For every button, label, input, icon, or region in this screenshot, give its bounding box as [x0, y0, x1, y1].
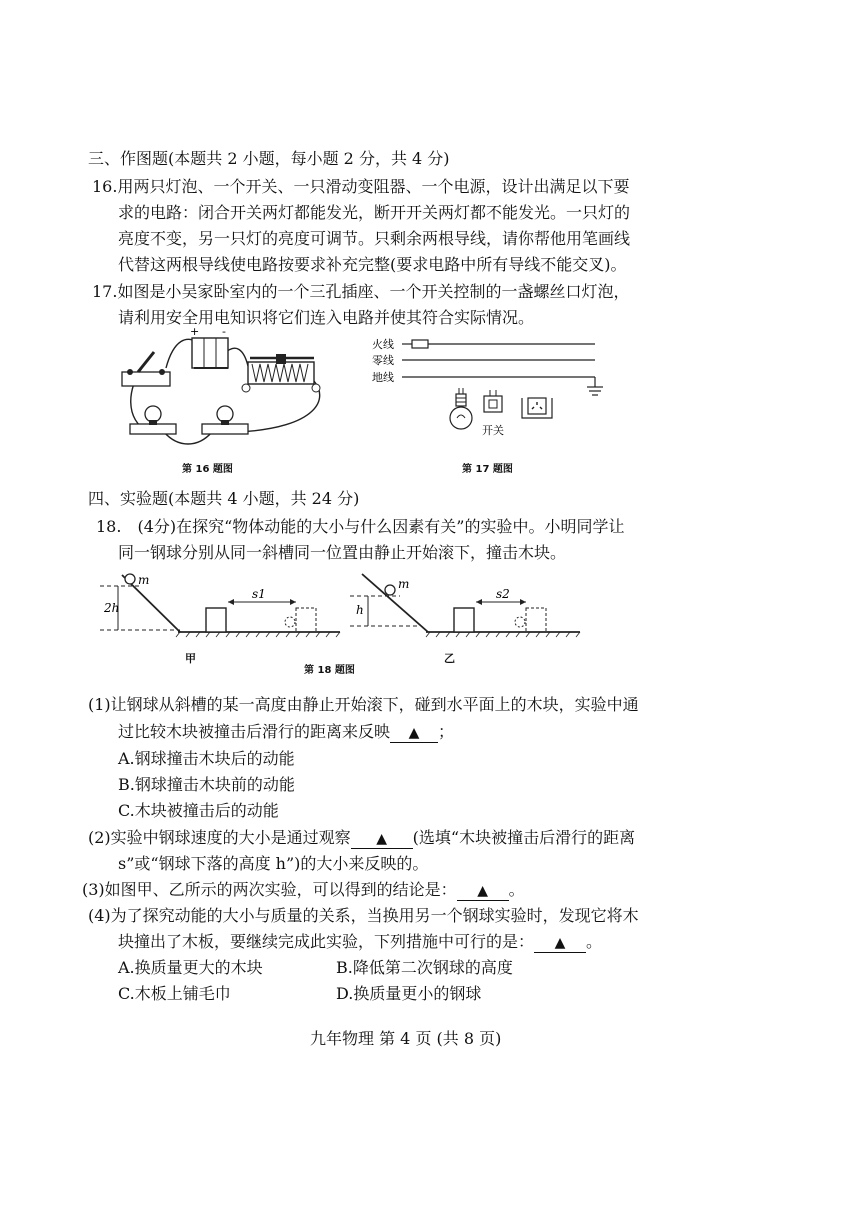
switch-label: 开关 [482, 424, 504, 437]
q16-line-2: 求的电路：闭合开关两灯都能发光，断开开关两灯都不能发光。一只灯的 [118, 203, 631, 222]
lamp-1-component [130, 406, 176, 434]
figure-18-caption: 第 18 题图 [304, 665, 355, 676]
p4-option-a: A.换质量更大的木块 [118, 958, 263, 977]
page-footer: 九年物理 第 4 页 (共 8 页) [310, 1029, 502, 1048]
q18-line-2: 同一钢球分别从同一斜槽同一位置由静止开始滚下，撞击木块。 [118, 543, 567, 562]
battery-component [190, 325, 228, 368]
p4-option-b: B.降低第二次钢球的高度 [336, 958, 513, 977]
blank-answer-2[interactable]: ▲ [351, 830, 413, 849]
figure-17-wiring [370, 336, 620, 446]
wall-switch-icon [484, 390, 502, 412]
p1-option-c: C.木块被撞击后的动能 [118, 801, 279, 820]
battery-plus: + [190, 325, 200, 338]
distance-label-left: s1 [252, 587, 266, 601]
section3-title: 三、作图题(本题共 2 小题，每小题 2 分，共 4 分) [88, 149, 450, 168]
q16-line-4: 代替这两根导线使电路按要求补充完整(要求电路中所有导线不能交叉)。 [118, 255, 627, 274]
p3-line: (3)如图甲、乙所示的两次实验，可以得到的结论是： ▲ 。 [82, 880, 525, 899]
figure-16-caption: 第 16 题图 [182, 464, 233, 475]
distance-label-right: s2 [496, 587, 510, 601]
p1-option-a: A.钢球撞击木块后的动能 [118, 749, 295, 768]
switch-component [122, 352, 170, 386]
q16-line-3: 亮度不变，另一只灯的亮度可调节。只剩余两根导线，请你帮他用笔画线 [118, 229, 631, 248]
ground-wire-label: 地线 [372, 371, 394, 384]
block-icon [206, 608, 226, 632]
p1-line-2: 过比较木块被撞击后滑行的距离来反映 ▲ ； [118, 722, 455, 741]
blank-answer-3[interactable]: ▲ [457, 882, 509, 901]
p1-option-b: B.钢球撞击木块前的动能 [118, 775, 295, 794]
p2-line-1: (2)实验中钢球速度的大小是通过观察 ▲ (选填“木块被撞击后滑行的距离 [88, 828, 636, 847]
mass-label-right: m [398, 577, 410, 591]
ball-icon [125, 574, 135, 584]
mass-label-left: m [138, 573, 150, 587]
q16-line-1: 16.用两只灯泡、一个开关、一只滑动变阻器、一个电源，设计出满足以下要 [92, 177, 630, 196]
p4-option-c: C.木板上铺毛巾 [118, 984, 231, 1003]
rheostat-component [242, 354, 320, 392]
battery-minus: - [222, 325, 226, 338]
fuse-icon [412, 340, 428, 348]
three-hole-socket-icon [522, 398, 552, 418]
p4-option-d: D.换质量更小的钢球 [336, 984, 482, 1003]
figure-18-label-yi: 乙 [444, 652, 455, 665]
lamp-2-component [202, 406, 248, 434]
q17-line-1: 17.如图是小吴家卧室内的一个三孔插座、一个开关控制的一盏螺丝口灯泡， [92, 282, 630, 301]
ramp-left [100, 573, 340, 637]
figure-16-circuit [108, 325, 338, 446]
section4-title: 四、实验题(本题共 4 小题，共 24 分) [88, 489, 360, 508]
figure-17-caption: 第 17 题图 [462, 464, 513, 475]
blank-answer-4[interactable]: ▲ [534, 934, 586, 953]
q18-line-1: 18. (4分)在探究“物体动能的大小与什么因素有关”的实验中。小明同学让 [96, 517, 625, 536]
ramp-right [350, 574, 580, 637]
screw-bulb-icon [450, 388, 472, 429]
neutral-wire-label: 零线 [372, 354, 394, 367]
p1-line-1: (1)让钢球从斜槽的某一高度由静止开始滚下，碰到水平面上的木块，实验中通 [88, 695, 639, 714]
p4-line-2: 块撞出了木板，要继续完成此实验，下列措施中可行的是： ▲ 。 [118, 932, 603, 951]
q17-line-2: 请利用安全用电知识将它们连入电路并使其符合实际情况。 [118, 308, 535, 327]
figure-18-ramps [100, 570, 600, 660]
height-label-left: 2h [104, 601, 120, 615]
blank-answer-1[interactable]: ▲ [390, 724, 438, 743]
live-wire-label: 火线 [372, 338, 394, 351]
p2-line-2: s”或“钢球下落的高度 h”)的大小来反映的。 [118, 854, 429, 873]
figure-18-label-jia: 甲 [185, 652, 196, 665]
p4-line-1: (4)为了探究动能的大小与质量的关系，当换用另一个钢球实验时，发现它将木 [88, 906, 639, 925]
height-label-right: h [356, 603, 364, 617]
